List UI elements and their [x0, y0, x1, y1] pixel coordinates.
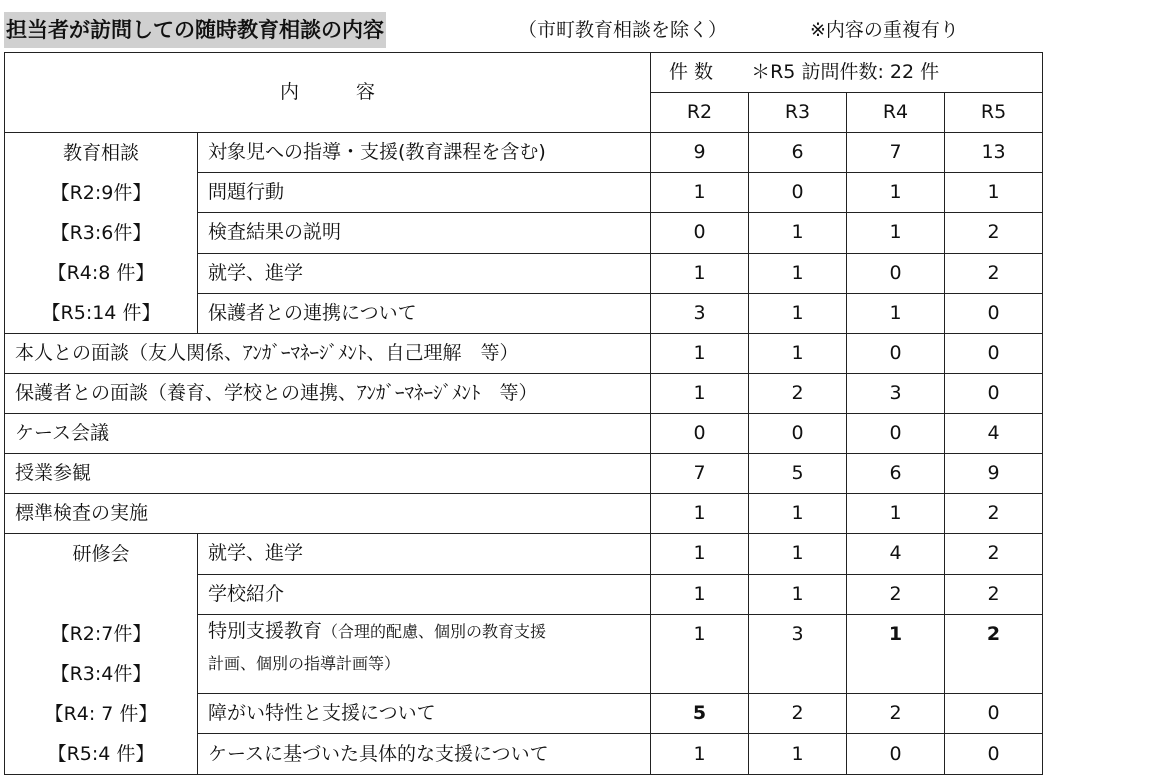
header-year: R3 — [749, 93, 847, 133]
value-cell: 2 — [847, 574, 945, 615]
value-cell: 0 — [847, 414, 945, 454]
group-count: 【R5:14 件】 — [41, 302, 161, 324]
value-cell: 2 — [945, 615, 1043, 694]
group-label: 研修会 — [72, 543, 130, 565]
group-count: 【R3:4件】 — [50, 663, 152, 685]
value-cell: 1 — [651, 574, 749, 615]
item-label — [198, 615, 651, 694]
value-cell: 0 — [749, 414, 847, 454]
value-cell: 2 — [945, 253, 1043, 293]
item-title: 特別支援教育 — [208, 620, 323, 642]
value-cell: 1 — [847, 213, 945, 253]
value-cell: 6 — [749, 133, 847, 173]
value-cell: 1 — [847, 293, 945, 333]
page-title: 担当者が訪問しての随時教育相談の内容 — [4, 12, 386, 48]
table-row — [5, 454, 1043, 494]
header-count: 件 数 — [669, 61, 714, 83]
item-label: 本人との面談（友人関係、ｱﾝｶﾞｰﾏﾈｰｼﾞﾒﾝﾄ、自己理解 等） — [5, 334, 651, 374]
value-cell: 1 — [847, 173, 945, 213]
value-cell: 1 — [749, 534, 847, 575]
value-cell: 1 — [651, 494, 749, 534]
consultation-table — [4, 52, 1043, 775]
item-label: 検査結果の説明 — [198, 213, 651, 253]
table-row — [5, 414, 1043, 454]
value-cell: 1 — [651, 534, 749, 575]
group-count: 【R2:9件】 — [50, 182, 152, 204]
value-cell: 2 — [749, 374, 847, 414]
value-cell: 4 — [945, 414, 1043, 454]
value-cell: 1 — [749, 734, 847, 775]
title-row — [4, 12, 1144, 48]
header-count-cell — [651, 53, 1043, 93]
value-cell: 7 — [847, 133, 945, 173]
value-cell: 5 — [749, 454, 847, 494]
item-label: 就学、進学 — [198, 534, 651, 575]
value-cell: 1 — [847, 494, 945, 534]
table-row — [5, 334, 1043, 374]
value-cell: 9 — [651, 133, 749, 173]
group-count: 【R4:8 件】 — [47, 262, 155, 284]
header-year: R5 — [945, 93, 1043, 133]
group-count: 【R5:4 件】 — [47, 743, 155, 765]
table-row — [5, 133, 1043, 173]
value-cell: 0 — [651, 213, 749, 253]
value-cell: 0 — [651, 414, 749, 454]
value-cell: 1 — [651, 615, 749, 694]
item-label: 授業参観 — [5, 454, 651, 494]
group-kyoiku — [5, 133, 198, 334]
header-visits: ＊R5 訪問件数: 22 件 — [751, 61, 940, 83]
value-cell: 7 — [651, 454, 749, 494]
item-label: 対象児への指導・支援(教育課程を含む) — [198, 133, 651, 173]
value-cell: 1 — [651, 374, 749, 414]
item-note: （合理的配慮、個別の教育支援 — [322, 622, 547, 641]
value-cell: 0 — [945, 293, 1043, 333]
value-cell: 1 — [749, 574, 847, 615]
value-cell: 2 — [847, 693, 945, 734]
value-cell: 0 — [847, 334, 945, 374]
value-cell: 3 — [749, 615, 847, 694]
value-cell: 5 — [651, 693, 749, 734]
value-cell: 1 — [651, 173, 749, 213]
header-row-1 — [5, 53, 1043, 93]
value-cell: 3 — [847, 374, 945, 414]
value-cell: 1 — [749, 293, 847, 333]
group-spacer — [5, 574, 197, 614]
item-label: 障がい特性と支援について — [198, 693, 651, 734]
page-subtitle: （市町教育相談を除く） — [518, 19, 728, 41]
group-kenshu — [5, 534, 198, 775]
item-note: 計画、個別の指導計画等） — [208, 654, 401, 673]
item-label: 学校紹介 — [198, 574, 651, 615]
value-cell: 1 — [749, 494, 847, 534]
item-label: 保護者との連携について — [198, 293, 651, 333]
value-cell: 9 — [945, 454, 1043, 494]
value-cell: 0 — [945, 734, 1043, 775]
value-cell: 3 — [651, 293, 749, 333]
header-content: 内 容 — [5, 53, 651, 133]
group-count: 【R4: 7 件】 — [44, 703, 158, 725]
group-count: 【R3:6件】 — [50, 222, 152, 244]
value-cell: 1 — [749, 213, 847, 253]
value-cell: 1 — [651, 734, 749, 775]
value-cell: 2 — [945, 534, 1043, 575]
header-year: R2 — [651, 93, 749, 133]
value-cell: 13 — [945, 133, 1043, 173]
table-row — [5, 534, 1043, 575]
group-label: 教育相談 — [62, 142, 139, 164]
item-label: 就学、進学 — [198, 253, 651, 293]
value-cell: 1 — [651, 253, 749, 293]
value-cell: 2 — [945, 213, 1043, 253]
value-cell: 2 — [945, 574, 1043, 615]
item-label: 保護者との面談（養育、学校との連携、ｱﾝｶﾞｰﾏﾈｰｼﾞﾒﾝﾄ 等） — [5, 374, 651, 414]
value-cell: 1 — [749, 253, 847, 293]
value-cell: 0 — [945, 334, 1043, 374]
value-cell: 2 — [945, 494, 1043, 534]
value-cell: 0 — [847, 253, 945, 293]
item-label: ケース会議 — [5, 414, 651, 454]
group-count: 【R2:7件】 — [50, 623, 152, 645]
value-cell: 0 — [847, 734, 945, 775]
value-cell: 1 — [749, 334, 847, 374]
value-cell: 4 — [847, 534, 945, 575]
item-label: ケースに基づいた具体的な支援について — [198, 734, 651, 775]
header-year: R4 — [847, 93, 945, 133]
value-cell: 0 — [749, 173, 847, 213]
value-cell: 1 — [847, 615, 945, 694]
item-label: 標準検査の実施 — [5, 494, 651, 534]
value-cell: 0 — [945, 693, 1043, 734]
item-label: 問題行動 — [198, 173, 651, 213]
page-note: ※内容の重複有り — [810, 19, 959, 41]
value-cell: 1 — [945, 173, 1043, 213]
value-cell: 1 — [651, 334, 749, 374]
value-cell: 2 — [749, 693, 847, 734]
table-row — [5, 494, 1043, 534]
value-cell: 6 — [847, 454, 945, 494]
table-row — [5, 374, 1043, 414]
value-cell: 0 — [945, 374, 1043, 414]
